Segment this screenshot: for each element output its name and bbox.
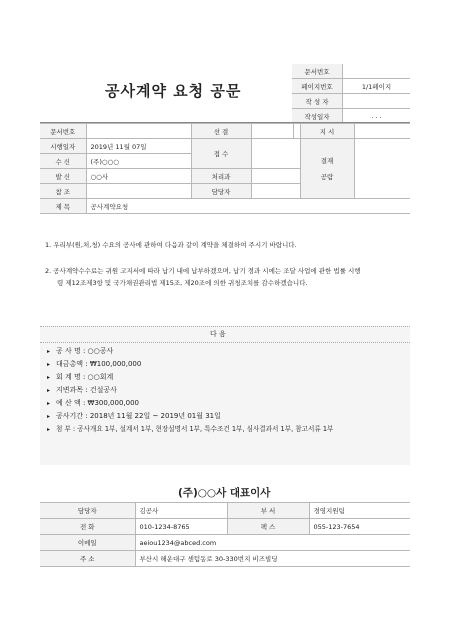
contact-phone-label: 전 화 [40, 519, 135, 535]
date-label: 시행일자 [40, 139, 86, 154]
triangle-bullet-icon: ▸ [47, 400, 51, 407]
sender-label: 발 신 [40, 169, 86, 184]
receipt-label: 접 수 [191, 139, 251, 169]
contact-fax-label: 팩 스 [227, 519, 309, 535]
meta-author-value [343, 94, 411, 109]
detail-item-budget-category: ▸ 지변과목 : 건설공사 [47, 386, 117, 394]
body-paragraph-1: 1. 우리부(원,처,청) 수요의 공사에 관하여 다음과 같이 계약을 체결하여 주시기 바랍니다. [45, 241, 297, 249]
instruction-label: 지 시 [300, 124, 354, 139]
meta-doc-no-label: 문서번호 [292, 64, 343, 79]
meta-page-label: 페이지번호 [292, 79, 343, 94]
decision-label: 결재 [320, 156, 334, 165]
reference-value [86, 184, 191, 199]
company-signature: (주)○○사 대표이사 [178, 487, 271, 499]
meta-date-value: . . . [343, 109, 411, 124]
details-top-divider [40, 326, 410, 327]
contact-phone-value: 010-1234-8765 [135, 519, 227, 535]
approval-label: 선 결 [191, 124, 251, 139]
details-heading: 다 음 [210, 330, 226, 338]
share-label: 공람 [320, 172, 334, 181]
meta-date-label: 작성일자 [292, 109, 343, 124]
detail-item-attachments: ▸ 첨 부 : 공사개요 1부, 설계서 1부, 현장설명서 1부, 특수조건 1부, 심사결과서 1부, 참고서류 1부 [47, 425, 334, 433]
document-meta-table [292, 64, 410, 123]
meta-page-value: 1/1페이지 [343, 79, 411, 94]
contact-fax-value: 055-123-7654 [309, 519, 410, 535]
triangle-bullet-icon: ▸ [47, 387, 51, 394]
doc-no-value [86, 124, 191, 139]
detail-item-budget-amount: ▸ 예 산 액 : ₩300,000,000 [47, 399, 139, 407]
detail-item-total-amount: ▸ 대금총액 : ₩100,000,000 [47, 360, 142, 368]
contact-dept-label: 부 서 [227, 503, 309, 519]
detail-item-account-name: ▸ 회 계 명 : ○○회계 [47, 373, 114, 381]
meta-author-label: 작 성 자 [292, 94, 343, 109]
contact-manager-label: 담당자 [40, 503, 135, 519]
contact-address-label: 주 소 [40, 551, 135, 567]
doc-no-label: 문서번호 [40, 124, 86, 139]
subject-value: 공사계약요청 [86, 199, 410, 214]
meta-doc-no-value [343, 64, 411, 79]
triangle-bullet-icon: ▸ [47, 348, 51, 355]
sender-value: ○○사 [86, 169, 191, 184]
contact-email-value: aeiou1234@abced.com [135, 535, 410, 551]
detail-item-construction-period: ▸ 공사기간 : 2018년 11월 22일 ~ 2019년 01월 31일 [47, 412, 221, 420]
body-paragraph-2-line-1: 2. 공사계약수수료는 귀원 고지서에 따라 납기 내에 납부하겠으며, 납기 경과 시에는 조달 사업에 관한 법률 시행 [45, 267, 361, 275]
body-paragraph-2-line-2: 령 제12조제3항 및 국가채권관리법 제15조, 제20조에 의한 귀청조치를 감수하겠습니다. [57, 279, 308, 287]
date-value: 2019년 11월 07일 [86, 139, 191, 154]
triangle-bullet-icon: ▸ [47, 413, 51, 420]
manager-label: 담당자 [191, 184, 251, 199]
recipient-value: (주)○○○ [86, 154, 191, 169]
triangle-bullet-icon: ▸ [47, 426, 51, 433]
contact-manager-value: 김공사 [135, 503, 227, 519]
contact-table [40, 502, 410, 567]
triangle-bullet-icon: ▸ [47, 374, 51, 381]
process-dept-label: 처리과 [191, 169, 251, 184]
decision-cell [300, 139, 354, 199]
document-info-table [40, 123, 410, 214]
triangle-bullet-icon: ▸ [47, 361, 51, 368]
detail-item-project-name: ▸ 공 사 명 : ○○공사 [47, 347, 114, 355]
document-title: 공사계약 요청 공문 [105, 82, 242, 100]
details-heading-divider [40, 342, 410, 343]
recipient-label: 수 신 [40, 154, 86, 169]
subject-label: 제 목 [40, 199, 86, 214]
contact-address-value: 부산시 해운대구 센텀동로 30-330번지 비즈빌딩 [135, 551, 410, 567]
reference-label: 참 조 [40, 184, 86, 199]
contact-email-label: 이메일 [40, 535, 135, 551]
contact-dept-value: 경영지원팀 [309, 503, 410, 519]
